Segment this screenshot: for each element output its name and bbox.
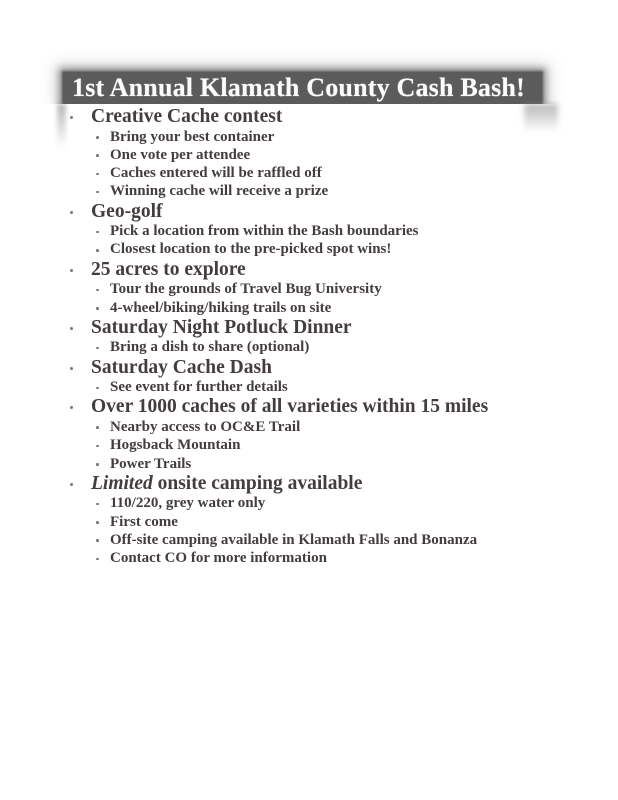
list-item-text: Bring a dish to share (optional)	[110, 339, 310, 356]
content-sheet	[0, 104, 618, 800]
list-item-text: Pick a location from within the Bash boundaries	[110, 223, 419, 240]
list-item-text: See event for further details	[110, 379, 288, 396]
list-item-text: Hogsback Mountain	[110, 437, 241, 454]
bullet-icon	[96, 539, 99, 542]
bullet-icon	[96, 249, 99, 252]
bullet-icon	[96, 347, 99, 350]
list-item	[64, 455, 564, 473]
list-item	[64, 164, 564, 182]
page-title: 1st Annual Klamath County Cash Bash!	[72, 73, 525, 102]
heading-text: onsite camping available	[152, 472, 363, 494]
heading-text: Over 1000 caches of all varieties within 15 miles	[91, 396, 489, 418]
list-item	[64, 418, 564, 436]
bullet-icon	[96, 173, 99, 176]
list-item	[64, 494, 564, 512]
list-item-text: Bring your best container	[110, 128, 275, 145]
section-heading	[64, 473, 564, 495]
section-heading	[64, 317, 564, 339]
list-item	[64, 513, 564, 531]
list-item-text: Contact CO for more information	[110, 550, 327, 567]
list-item	[64, 531, 564, 549]
bullet-icon	[70, 269, 73, 272]
heading-text: Saturday Night Potluck Dinner	[91, 316, 352, 338]
bullet-icon	[96, 426, 99, 429]
bullet-icon	[96, 136, 99, 139]
list-item-text: 110/220, grey water only	[110, 495, 266, 512]
list-item	[64, 378, 564, 396]
list-item	[64, 299, 564, 317]
heading-text: 25 acres to explore	[91, 258, 246, 280]
bullet-icon	[96, 558, 99, 561]
bullet-icon	[96, 289, 99, 292]
list-item-text: Off-site camping available in Klamath Falls and Bonanza	[110, 531, 478, 548]
event-feature-list	[64, 106, 564, 568]
list-item	[64, 280, 564, 298]
bullet-icon	[96, 307, 99, 310]
section-heading	[64, 201, 564, 223]
list-item-text: 4-wheel/biking/hiking trails on site	[110, 299, 332, 316]
list-item	[64, 549, 564, 567]
bullet-icon	[96, 387, 99, 390]
bullet-icon	[96, 521, 99, 524]
heading-text: Creative Cache contest	[91, 106, 283, 127]
list-item-text: Nearby access to OC&E Trail	[110, 418, 301, 435]
bullet-icon	[70, 367, 73, 370]
bullet-icon	[96, 463, 99, 466]
bullet-icon	[96, 231, 99, 234]
list-item	[64, 240, 564, 258]
list-item	[64, 182, 564, 200]
bullet-icon	[70, 483, 73, 486]
list-item-text: Caches entered will be raffled off	[110, 165, 322, 182]
heading-text: Saturday Cache Dash	[91, 356, 272, 378]
bullet-icon	[96, 503, 99, 506]
bullet-icon	[96, 154, 99, 157]
bullet-icon	[70, 327, 73, 330]
list-item-text: First come	[110, 513, 178, 530]
heading-italic-part: Limited	[91, 472, 153, 494]
list-item-text: Tour the grounds of Travel Bug University	[110, 281, 382, 298]
list-item	[64, 146, 564, 164]
bullet-icon	[96, 445, 99, 448]
bullet-icon	[70, 211, 73, 214]
list-item	[64, 338, 564, 356]
bullet-icon	[96, 191, 99, 194]
list-item-text: One vote per attendee	[110, 146, 251, 163]
heading-text: Geo-golf	[91, 200, 163, 222]
section-heading	[64, 396, 564, 418]
bullet-icon	[70, 406, 73, 409]
list-item	[64, 128, 564, 146]
list-item-text: Winning cache will receive a prize	[110, 183, 329, 200]
list-item	[64, 436, 564, 454]
list-item-text: Closest location to the pre-picked spot wins!	[110, 241, 392, 258]
section-heading	[64, 106, 564, 128]
list-item-text: Power Trails	[110, 455, 192, 472]
bullet-icon	[70, 116, 73, 119]
list-item	[64, 222, 564, 240]
section-heading	[64, 357, 564, 379]
section-heading	[64, 259, 564, 281]
title-banner	[63, 72, 542, 104]
